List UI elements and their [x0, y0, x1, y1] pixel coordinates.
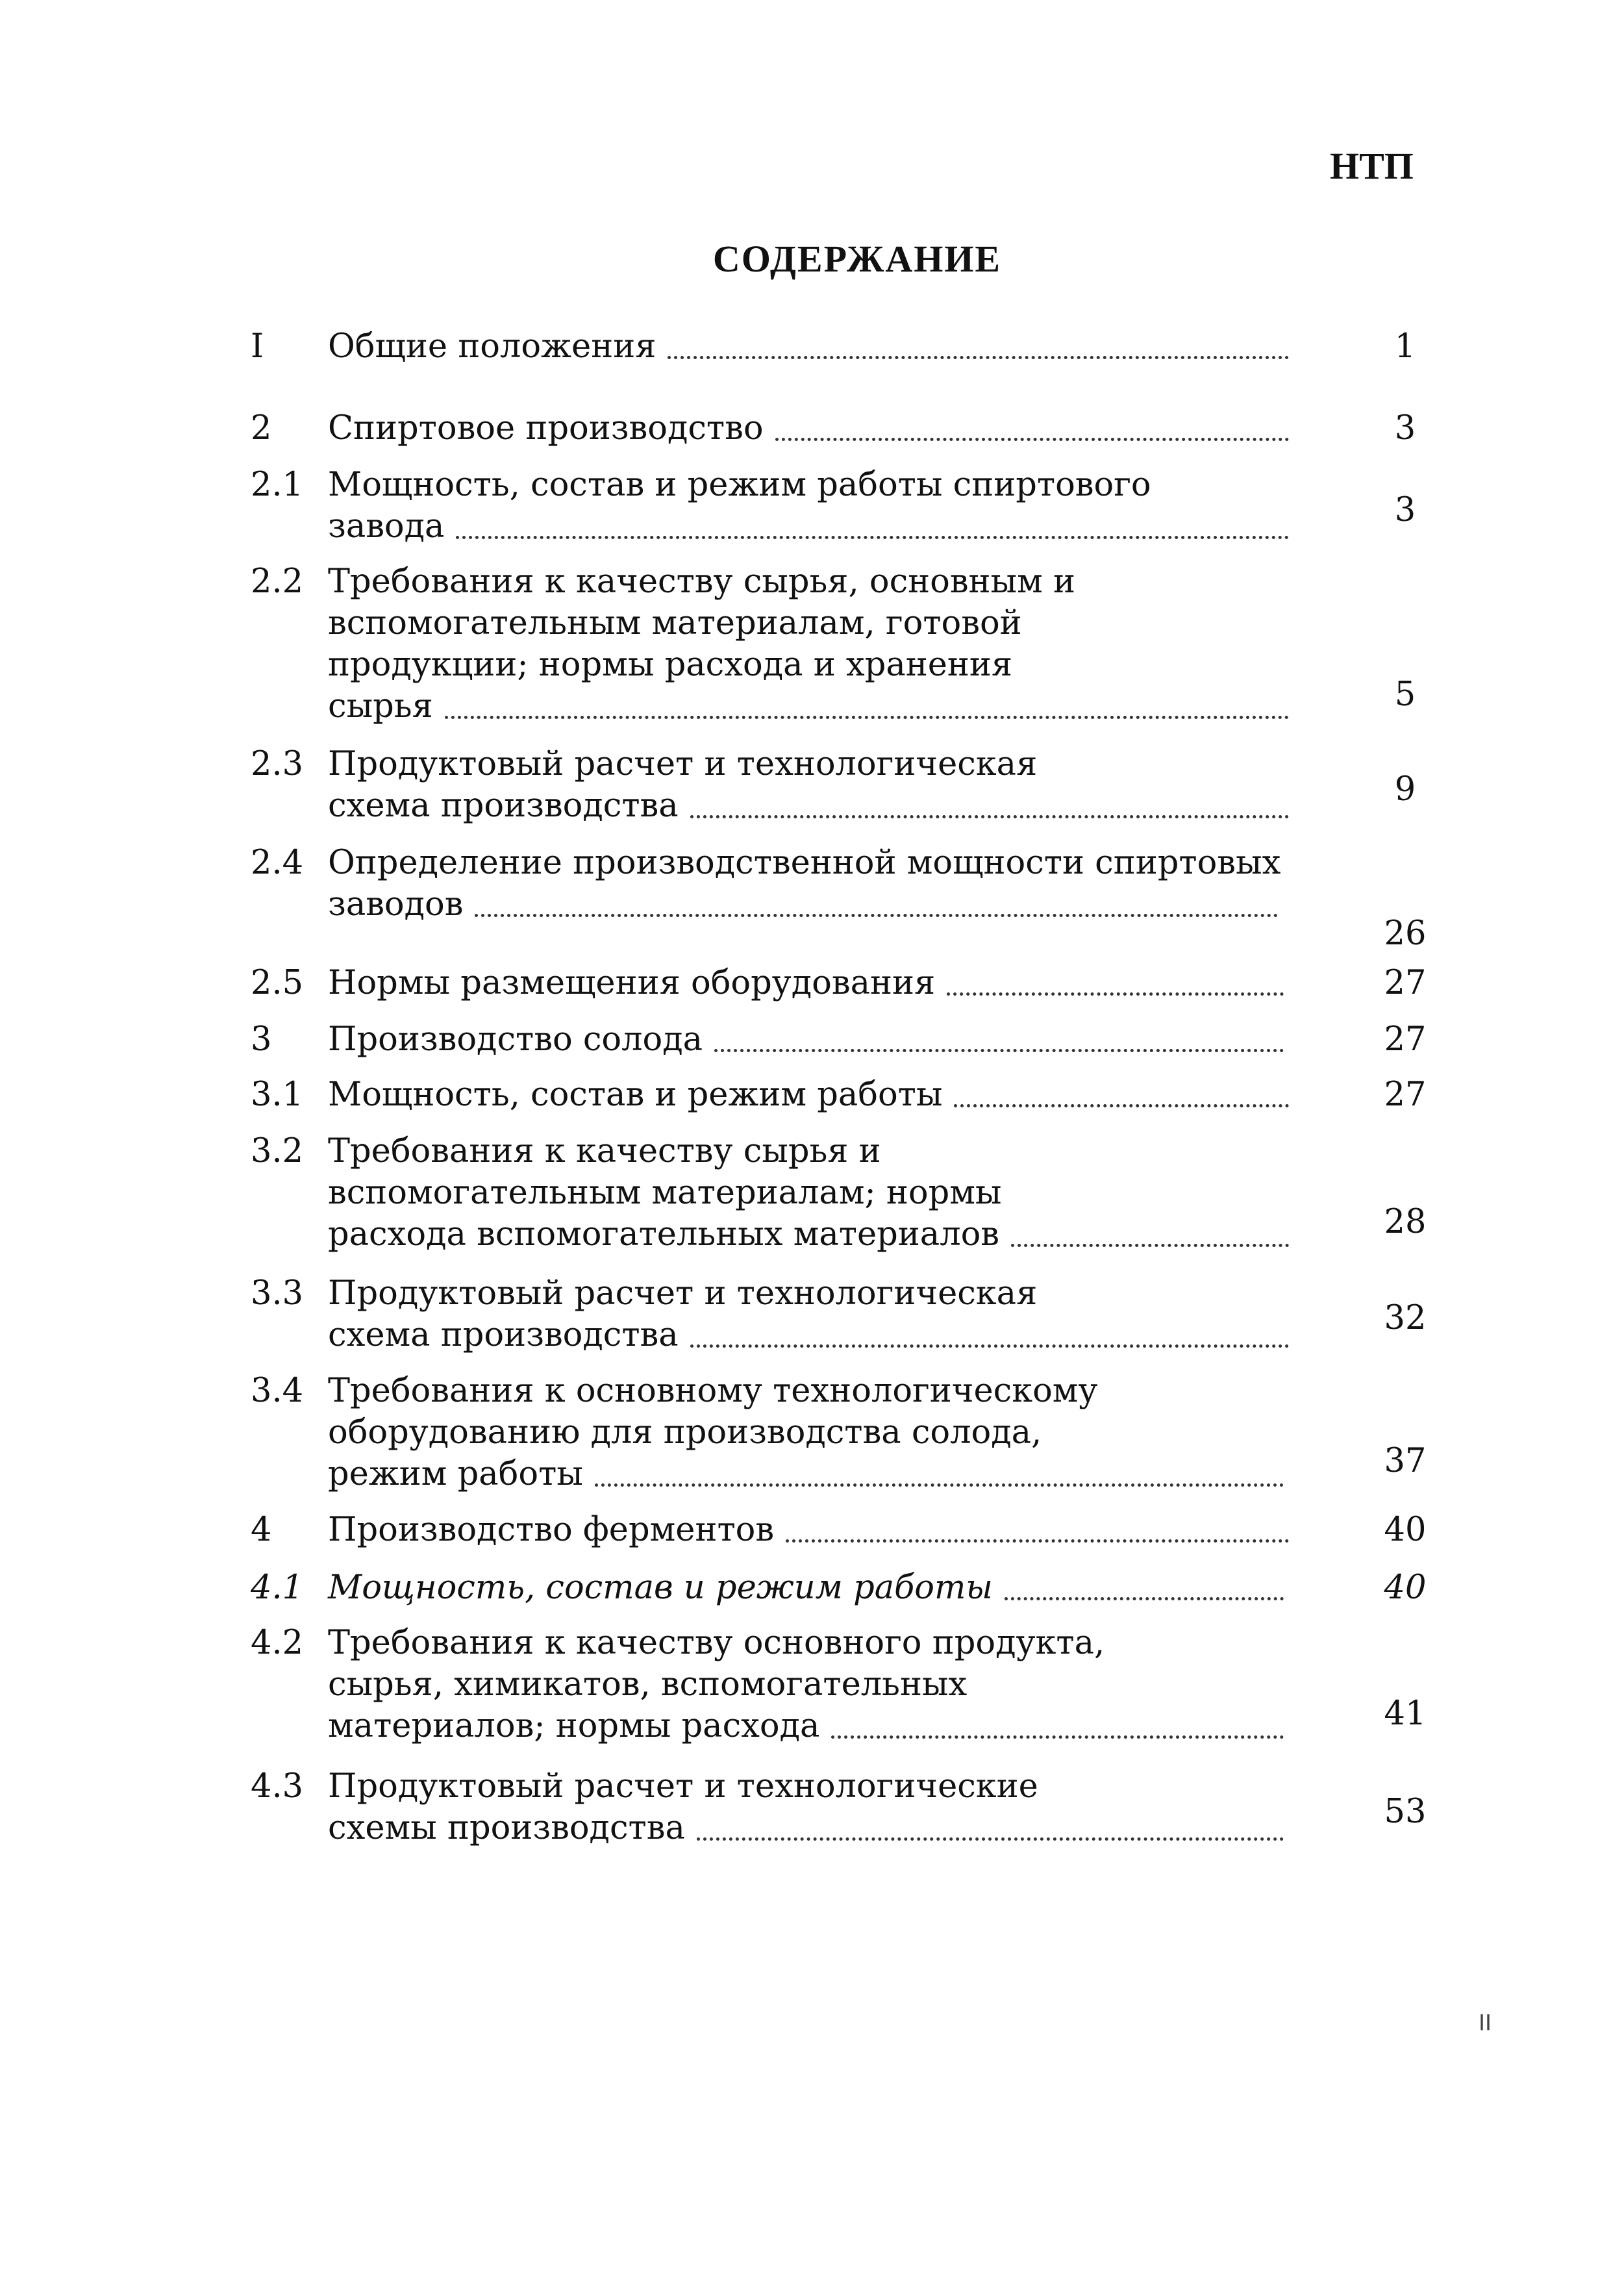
- toc-entry-line: завода: [328, 507, 445, 546]
- dot-leader: [954, 1104, 1289, 1107]
- toc-entry-line: режим работы: [328, 1455, 583, 1493]
- toc-entry-line: Мощность, состав и режим работы: [328, 1076, 943, 1114]
- toc-entry-line: Требования к качеству основного продукта,: [328, 1624, 1105, 1662]
- header-code: НТП: [1330, 145, 1414, 187]
- toc-entry-line: Спиртовое производство: [328, 409, 764, 448]
- toc-entry-page: 9: [1394, 770, 1416, 809]
- toc-entry-line: сырья: [328, 687, 433, 725]
- toc-entry-number: 4: [251, 1511, 272, 1549]
- toc-entry-number: I: [251, 327, 264, 366]
- toc-entry-line: схемы производства: [328, 1809, 685, 1847]
- toc-title: СОДЕРЖАНИЕ: [712, 238, 1002, 280]
- toc-entry-page: 5: [1394, 675, 1416, 714]
- toc-entry-page: 27: [1384, 1076, 1427, 1114]
- toc-entry-number: 2.3: [251, 745, 304, 783]
- toc-entry-page: 40: [1384, 1511, 1427, 1549]
- toc-entry-number: 2.2: [251, 562, 304, 601]
- toc-entry-number: 2: [251, 409, 272, 448]
- dot-leader: [1011, 1244, 1289, 1247]
- dot-leader: [697, 1837, 1284, 1841]
- toc-entry-line: схема производства: [328, 1316, 679, 1354]
- dot-leader: [475, 914, 1278, 917]
- toc-entry-line: Общие положения: [328, 327, 656, 366]
- toc-entry-line: продукции; нормы расхода и хранения: [328, 646, 1013, 684]
- page-number: II: [1479, 2010, 1492, 2036]
- toc-entry-page: 28: [1384, 1203, 1427, 1241]
- toc-entry-number: 2.1: [251, 466, 304, 504]
- toc-entry-line: Производство ферментов: [328, 1511, 775, 1549]
- toc-entry-line: Производство солода: [328, 1020, 703, 1059]
- toc-entry-number: 3.3: [251, 1274, 304, 1313]
- toc-entry-number: 4.1: [251, 1569, 304, 1607]
- toc-entry-page: 32: [1384, 1299, 1427, 1337]
- toc-entry-line: Требования к качеству сырья и: [328, 1132, 881, 1170]
- toc-entry-page: 3: [1394, 409, 1416, 448]
- toc-entry-page: 1: [1394, 327, 1416, 366]
- dot-leader: [690, 815, 1289, 818]
- toc-entry-line: материалов; нормы расхода: [328, 1707, 820, 1745]
- dot-leader: [947, 992, 1284, 996]
- toc-entry-line: Продуктовый расчет и технологическая: [328, 1274, 1038, 1313]
- toc-entry-page: 26: [1384, 914, 1427, 953]
- dot-leader: [1005, 1597, 1284, 1600]
- toc-entry-page: 40: [1384, 1569, 1427, 1607]
- toc-entry-line: оборудованию для производства солода,: [328, 1413, 1042, 1452]
- toc-entry-line: Мощность, состав и режим работы спиртового: [328, 466, 1151, 504]
- dot-leader: [690, 1344, 1289, 1348]
- toc-entry-page: 53: [1384, 1793, 1427, 1831]
- toc-entry-page: 3: [1394, 491, 1416, 529]
- toc-entry-number: 2.4: [251, 844, 304, 882]
- toc-entry-line: вспомогательным материалам; нормы: [328, 1174, 1002, 1212]
- toc-entry-number: 2.5: [251, 964, 304, 1002]
- toc-entry-line: Продуктовый расчет и технологическая: [328, 745, 1038, 783]
- toc-entry-line: сырья, химикатов, вспомогательных: [328, 1665, 968, 1704]
- toc-entry-line: Мощность, состав и режим работы: [328, 1569, 993, 1607]
- dot-leader: [456, 536, 1289, 539]
- toc-entry-page: 37: [1384, 1442, 1427, 1480]
- toc-entry-line: Определение производственной мощности спиртовых: [328, 844, 1281, 882]
- toc-entry-number: 3.1: [251, 1076, 304, 1114]
- toc-entry-line: заводов: [328, 885, 464, 924]
- toc-entry-line: схема производства: [328, 787, 679, 825]
- dot-leader: [668, 356, 1289, 359]
- toc-entry-line: вспомогательным материалам, готовой: [328, 604, 1022, 642]
- toc-entry-page: 27: [1384, 964, 1427, 1002]
- dot-leader: [595, 1483, 1284, 1487]
- toc-entry-page: 27: [1384, 1020, 1427, 1059]
- toc-entry-page: 41: [1384, 1695, 1427, 1733]
- toc-entry-line: Требования к основному технологическому: [328, 1372, 1098, 1410]
- dot-leader: [831, 1735, 1284, 1739]
- toc-entry-line: расхода вспомогательных материалов: [328, 1215, 1000, 1254]
- toc-entry-number: 3.4: [251, 1372, 304, 1410]
- toc-entry-number: 3: [251, 1020, 272, 1059]
- dot-leader: [714, 1049, 1284, 1052]
- dot-leader: [445, 716, 1289, 719]
- dot-leader: [786, 1539, 1289, 1543]
- dot-leader: [775, 438, 1289, 441]
- toc-entry-line: Нормы размещения оборудования: [328, 964, 936, 1002]
- toc-entry-line: Требования к качеству сырья, основным и: [328, 562, 1076, 601]
- toc-entry-number: 3.2: [251, 1132, 304, 1170]
- toc-entry-line: Продуктовый расчет и технологические: [328, 1767, 1038, 1806]
- toc-entry-number: 4.3: [251, 1767, 304, 1806]
- toc-entry-number: 4.2: [251, 1624, 304, 1662]
